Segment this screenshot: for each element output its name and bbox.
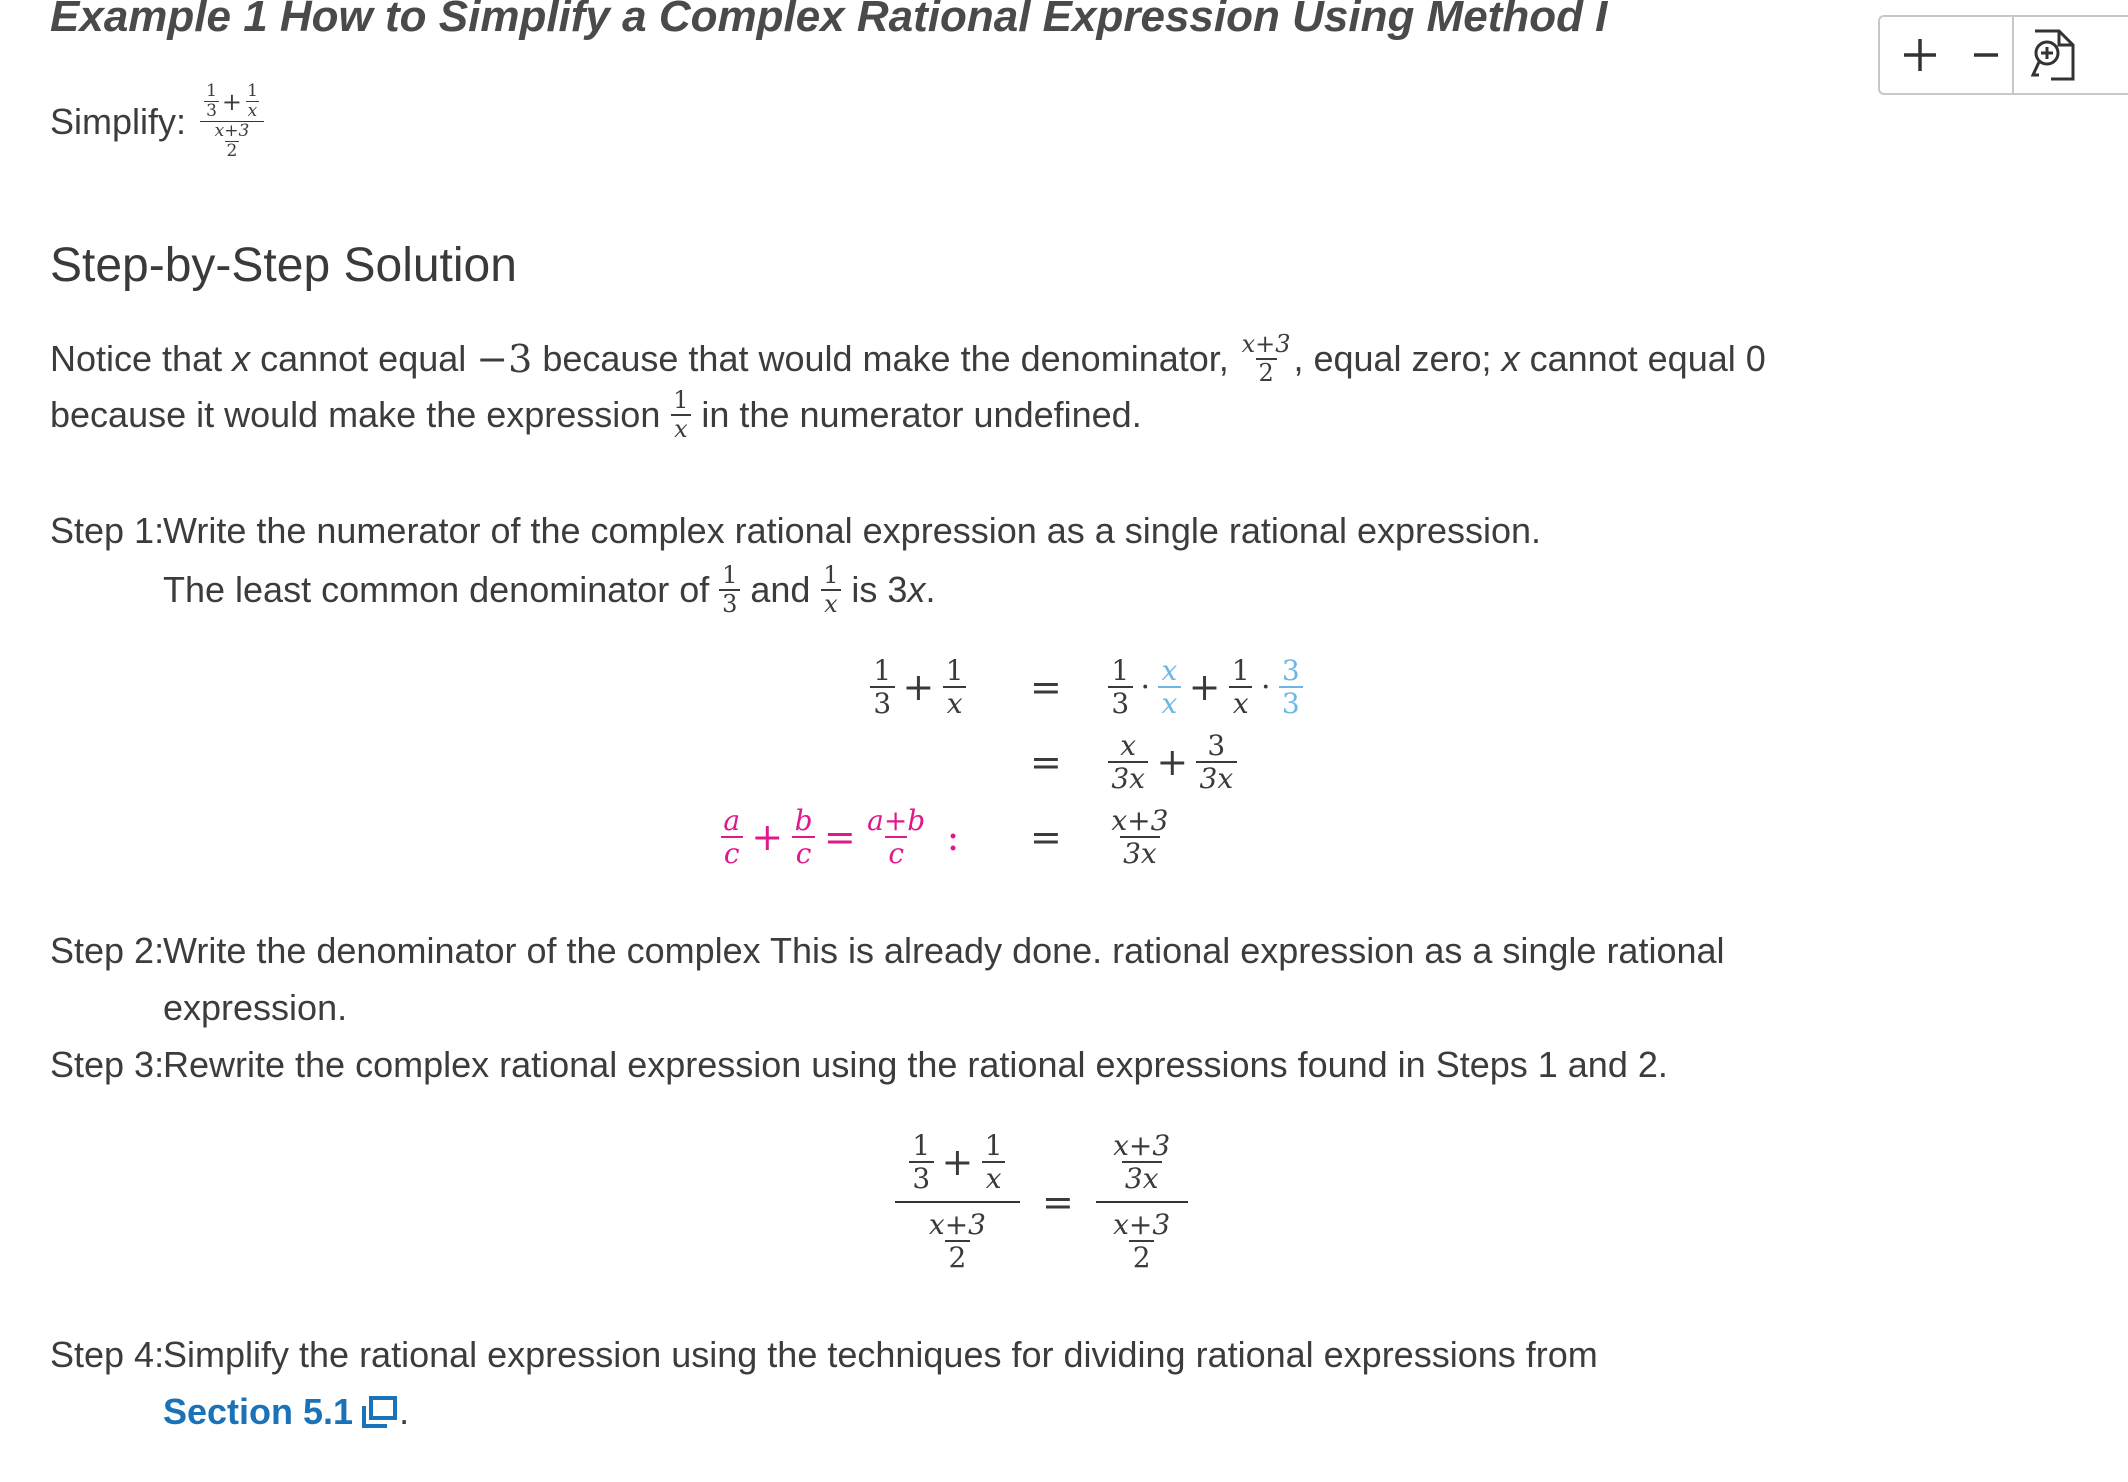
step1-text: Write the numerator of the complex rational expression as a single rational expression. xyxy=(163,510,1542,551)
zoom-document-icon xyxy=(2029,27,2079,83)
step2-text: Write the denominator of the complex This is already done. rational expression as a single rational xyxy=(163,930,1725,971)
zoom-document-button[interactable] xyxy=(2014,17,2094,93)
solution-heading: Step-by-Step Solution xyxy=(50,239,517,292)
minus-icon xyxy=(1971,35,2001,75)
step4-text: Simplify the rational expression using the techniques for dividing rational expressions from xyxy=(163,1334,1598,1375)
step2-label: Step 2: xyxy=(50,930,165,971)
example-title: Example 1 How to Simplify a Complex Rational Expression Using Method I xyxy=(50,0,1608,41)
step1-sub: The least common denominator of $\frac{1}{3}$ and $\frac{1}{x}$ is 3 x . xyxy=(163,561,936,618)
zoom-out-button[interactable] xyxy=(1960,17,2012,93)
complex-fraction: $\frac{1}{3}$ + $\frac{1}{x}$ $\frac{x+3}{2}$ xyxy=(200,82,264,161)
complex-fraction-right: $\frac{\frac{x+3}{3x}}{\frac{x+3}{2}}$ xyxy=(1096,1130,1188,1273)
equals-sign: = xyxy=(1030,740,1062,784)
step1-label: Step 1: xyxy=(50,510,165,551)
equals-sign: = xyxy=(1030,815,1062,859)
step1-equation-rhs3: $\frac{x+3}{3x}$ xyxy=(1111,804,1169,871)
complex-fraction-left: $\frac{1}{3}$ + $\frac{1}{x}$ $\frac{x+3}{2}$ xyxy=(895,1130,1020,1273)
equals-sign: = xyxy=(1030,665,1062,709)
step1-equation-line1: $\frac{1}{3}$ + $\frac{1}{x}$ xyxy=(870,655,967,720)
simplify-line xyxy=(50,82,264,161)
zoom-toolbar xyxy=(1878,15,2128,95)
step3-text: Rewrite the complex rational expression using the rational expressions found in Steps 1 and 2. xyxy=(163,1044,1668,1085)
step2-text-cont: expression. xyxy=(163,987,348,1028)
step3-equation: $\frac{1}{3}$ + $\frac{1}{x}$ $\frac{x+3}{2}$ = $\frac{\frac{x+3}{3x}}{\frac{x+3}{2}}$ xyxy=(895,1130,1188,1273)
intro-paragraph: Notice that x cannot equal −3 because that would make the denominator, $\frac{x+3}{2}$ , equal zero; x cannot equal 0 because it would make the expression $\frac{1}{x}$ in the numerator undefined. xyxy=(50,330,1766,443)
step3-label: Step 3: xyxy=(50,1044,165,1085)
fraction-addition-rule: $\frac{a}{c}$ + $\frac{b}{c}$ = $\frac{a+b}{c}$ : xyxy=(720,805,967,870)
step1-equation-rhs1: $\frac{1}{3}$ · $\frac{x}{x}$ + $\frac{1}{x}$ · $\frac{3}{3}$ xyxy=(1108,655,1303,720)
simplify-label: Simplify: xyxy=(50,100,187,142)
step1-equation-rhs2: $\frac{x}{3x}$ + $\frac{3}{3x}$ xyxy=(1108,730,1237,795)
zoom-in-button[interactable] xyxy=(1880,17,1960,93)
external-link-icon[interactable] xyxy=(359,1394,399,1430)
step4-link-line: Section 5.1 . xyxy=(163,1391,410,1432)
step4-label: Step 4: xyxy=(50,1334,165,1375)
plus-icon xyxy=(1900,35,1940,75)
section-link[interactable]: Section 5.1 xyxy=(163,1391,354,1432)
